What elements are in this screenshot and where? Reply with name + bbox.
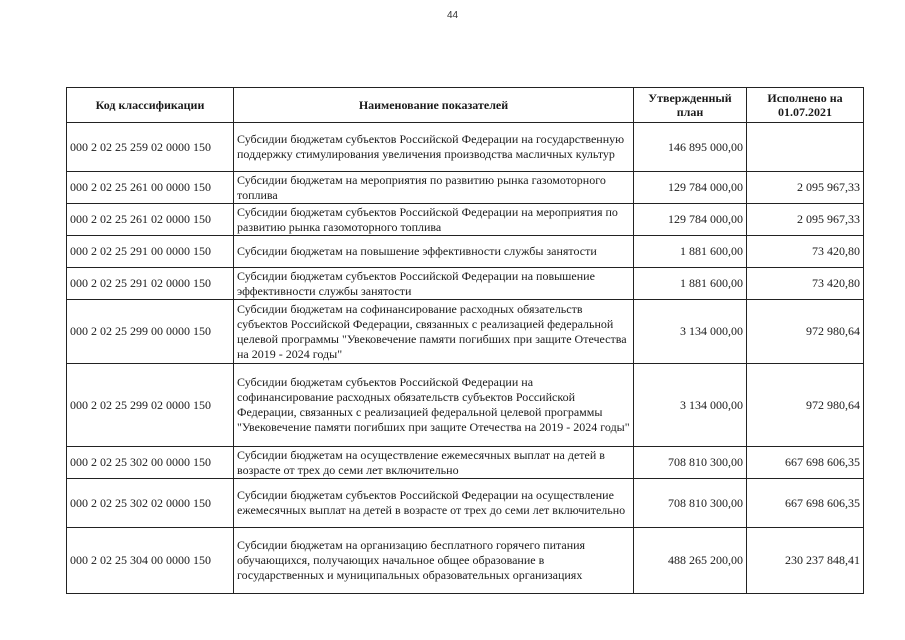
row-executed: 667 698 606,35 xyxy=(747,447,864,479)
row-code: 000 2 02 25 299 02 0000 150 xyxy=(67,364,234,447)
row-name: Субсидии бюджетам субъектов Российской Федерации на повышение эффективности службы занятости xyxy=(234,268,634,300)
row-executed: 73 420,80 xyxy=(747,236,864,268)
table-row xyxy=(67,172,864,204)
budget-table xyxy=(66,87,864,594)
row-plan: 488 265 200,00 xyxy=(634,528,747,594)
row-code: 000 2 02 25 261 00 0000 150 xyxy=(67,172,234,204)
row-executed xyxy=(747,123,864,172)
page-number: 44 xyxy=(446,10,459,21)
row-code: 000 2 02 25 299 00 0000 150 xyxy=(67,300,234,364)
row-name: Субсидии бюджетам на софинансирование расходных обязательств субъектов Российской Федерации, связанных с реализацией федеральной целевой программы "Увековечение памяти погибших при защите Отечества на 2019 - 2024 годы" xyxy=(234,300,634,364)
header-executed: Исполнено на 01.07.2021 xyxy=(747,88,864,123)
table-row xyxy=(67,364,864,447)
table-row xyxy=(67,236,864,268)
row-name: Субсидии бюджетам субъектов Российской Федерации на софинансирование расходных обязательств субъектов Российской Федерации, связанных с реализацией федеральной целевой программы "Увековечение памяти погибших при защите Отечества на 2019 - 2024 годы" xyxy=(234,364,634,447)
row-executed: 667 698 606,35 xyxy=(747,479,864,528)
row-name: Субсидии бюджетам на организацию бесплатного горячего питания обучающихся, получающих начальное общее образование в государственных и муниципальных образовательных организациях xyxy=(234,528,634,594)
row-code: 000 2 02 25 291 00 0000 150 xyxy=(67,236,234,268)
row-code: 000 2 02 25 291 02 0000 150 xyxy=(67,268,234,300)
row-code: 000 2 02 25 261 02 0000 150 xyxy=(67,204,234,236)
header-code: Код классификации xyxy=(67,88,234,123)
row-plan: 3 134 000,00 xyxy=(634,300,747,364)
table-row xyxy=(67,123,864,172)
row-executed: 972 980,64 xyxy=(747,364,864,447)
row-plan: 708 810 300,00 xyxy=(634,447,747,479)
table-row xyxy=(67,300,864,364)
row-executed: 972 980,64 xyxy=(747,300,864,364)
table-header-row xyxy=(67,88,864,123)
row-executed: 230 237 848,41 xyxy=(747,528,864,594)
row-plan: 1 881 600,00 xyxy=(634,268,747,300)
table-row xyxy=(67,204,864,236)
table-row xyxy=(67,268,864,300)
row-name: Субсидии бюджетам субъектов Российской Федерации на мероприятия по развитию рынка газомоторного топлива xyxy=(234,204,634,236)
table-row xyxy=(67,447,864,479)
row-plan: 146 895 000,00 xyxy=(634,123,747,172)
row-code: 000 2 02 25 304 00 0000 150 xyxy=(67,528,234,594)
header-name: Наименование показателей xyxy=(234,88,634,123)
row-name: Субсидии бюджетам субъектов Российской Федерации на государственную поддержку стимулирования увеличения производства масличных культур xyxy=(234,123,634,172)
row-name: Субсидии бюджетам на повышение эффективности службы занятости xyxy=(234,236,634,268)
row-executed: 2 095 967,33 xyxy=(747,172,864,204)
row-name: Субсидии бюджетам на мероприятия по развитию рынка газомоторного топлива xyxy=(234,172,634,204)
row-plan: 1 881 600,00 xyxy=(634,236,747,268)
row-plan: 129 784 000,00 xyxy=(634,204,747,236)
row-name: Субсидии бюджетам на осуществление ежемесячных выплат на детей в возрасте от трех до семи лет включительно xyxy=(234,447,634,479)
row-code: 000 2 02 25 259 02 0000 150 xyxy=(67,123,234,172)
row-plan: 129 784 000,00 xyxy=(634,172,747,204)
table-row xyxy=(67,479,864,528)
row-plan: 3 134 000,00 xyxy=(634,364,747,447)
row-code: 000 2 02 25 302 02 0000 150 xyxy=(67,479,234,528)
row-executed: 2 095 967,33 xyxy=(747,204,864,236)
row-name: Субсидии бюджетам субъектов Российской Федерации на осуществление ежемесячных выплат на детей в возрасте от трех до семи лет включительно xyxy=(234,479,634,528)
row-executed: 73 420,80 xyxy=(747,268,864,300)
row-code: 000 2 02 25 302 00 0000 150 xyxy=(67,447,234,479)
row-plan: 708 810 300,00 xyxy=(634,479,747,528)
table-row xyxy=(67,528,864,594)
header-plan: Утвержденный план xyxy=(634,88,747,123)
